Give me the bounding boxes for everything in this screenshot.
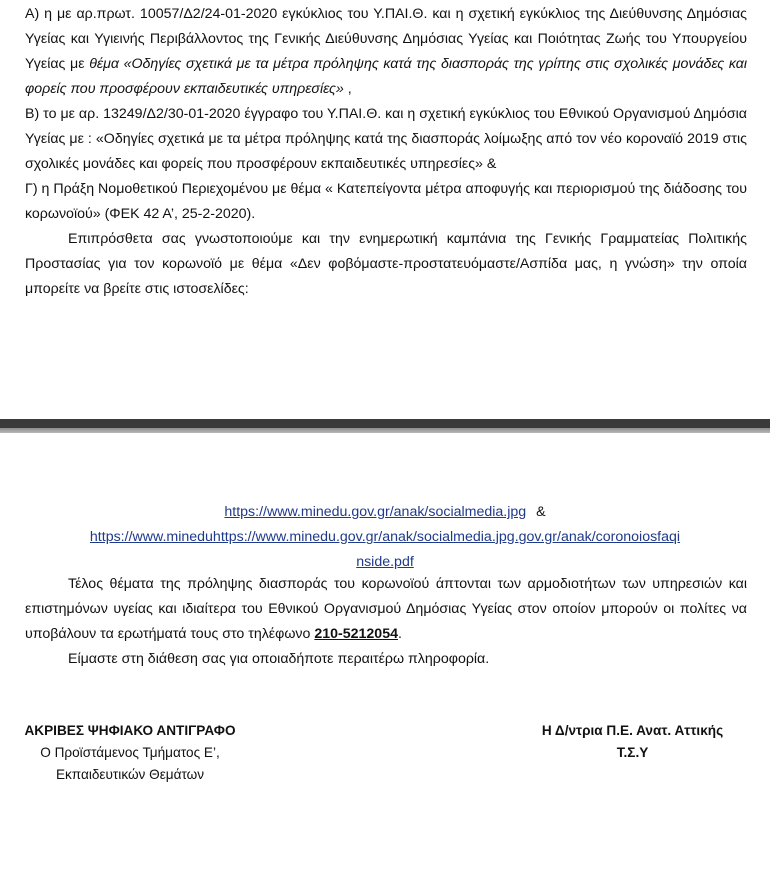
right-signature-role: Η Δ/ντρια Π.Ε. Ανατ. Αττικής xyxy=(541,723,724,738)
ampersand: & xyxy=(536,504,546,520)
paragraph-e xyxy=(25,572,747,647)
paragraph-a-tail: , xyxy=(343,81,352,97)
paragraph-e-text: Τέλος θέματα της πρόληψης διασποράς του κορωνοϊού άπτονται των αρμοδιοτήτων των υπηρεσιών και επιστημόνων υγείας και ιδιαίτερα του Εθνικού Οργανισμού Δημόσιας Υγείας στον οποίον μπορούν οι πολίτες να υποβάλουν τα ερωτήματά τους στο τηλέφωνο xyxy=(25,576,747,642)
link-row-2 xyxy=(20,525,750,550)
certified-copy-title: ΑΚΡΙΒΕΣ ΨΗΦΙΑΚΟ ΑΝΤΙΓΡΑΦΟ xyxy=(24,723,236,738)
paragraph-c: Γ) η Πράξη Νομοθετικού Περιεχομένου με θέμα « Κατεπείγοντα μέτρα αποφυγής και περιορισμού της διάδοσης του κορωνοϊού» (ΦΕΚ 42 Α’, 25-2-2020). xyxy=(25,181,747,222)
bottom-text-section xyxy=(25,572,747,672)
paragraph-d: Επιπρόσθετα σας γνωστοποιούμε και την ενημερωτική καμπάνια της Γενικής Γραμματείας Πολιτικής Προστασίας για τον κορωνοϊό με θέμα «Δεν φοβόμαστε-προστατευόμαστε/Ασπίδα μας, η γνώση» την οποία μπορείτε να βρείτε στις ιστοσελίδες: xyxy=(25,231,747,297)
faq-link-part1[interactable]: https://www.mineduhttps://www.minedu.gov.gr/anak/socialmedia.jpg.gov.gr/anak/coronoiosfaqi xyxy=(89,529,681,545)
right-signature-dept: Τ.Σ.Υ xyxy=(616,745,649,760)
paragraph-a-text: Α) η με αρ.πρωτ. 10057/Δ2/24-01-2020 εγκύκλιος του Υ.ΠΑΙ.Θ. και η σχετική εγκύκλιος της Διεύθυνσης Δημόσιας Υγείας και Υγιεινής Περιβάλλοντος της Γενικής Διεύθυνσης Δημόσιας Υγείας και Ποιότητας Ζωής του Υπουργείου Υγείας με xyxy=(25,6,747,72)
links-section xyxy=(20,500,750,575)
paragraph-b: Β) το με αρ. 13249/Δ2/30-01-2020 έγγραφο του Υ.ΠΑΙ.Θ. και η σχετική εγκύκλιος του Εθνικού Οργανισμού Δημόσια Υγείας με : «Οδηγίες σχετικά με τα μέτρα πρόληψης κατά της διασποράς λοίμωξης από τον νέο κοροναϊό 2019 στις σχολικές μονάδες και φορείς που προσφέρουν εκπαιδευτικές υπηρεσίες» & xyxy=(25,106,747,172)
paragraph-f: Είμαστε στη διάθεση σας για οποιαδήποτε περαιτέρω πληροφορία. xyxy=(68,651,490,667)
socialmedia-link[interactable]: https://www.minedu.gov.gr/anak/socialmedia.jpg xyxy=(224,504,527,520)
left-signature-role: Ο Προϊστάμενος Τμήματος Ε’, xyxy=(40,745,220,760)
left-signature xyxy=(10,720,250,786)
paragraph-a xyxy=(25,2,747,102)
phone-number: 210-5212054 xyxy=(314,626,398,642)
left-signature-dept: Εκπαιδευτικών Θεμάτων xyxy=(55,767,205,782)
faq-link-part2[interactable]: nside.pdf xyxy=(356,554,414,570)
link-row-1 xyxy=(20,500,750,525)
page-break-divider xyxy=(0,419,770,433)
top-text-section xyxy=(25,2,747,302)
paragraph-e-end: . xyxy=(397,626,402,642)
paragraph-a-italic-subject: θέμα «Οδηγίες σχετικά με τα μέτρα πρόληψης κατά της διασποράς της γρίπης στις σχολικές μονάδες και φορείς που προσφέρουν εκπαιδευτικές υπηρεσίες» xyxy=(25,56,748,97)
right-signature xyxy=(510,720,755,764)
